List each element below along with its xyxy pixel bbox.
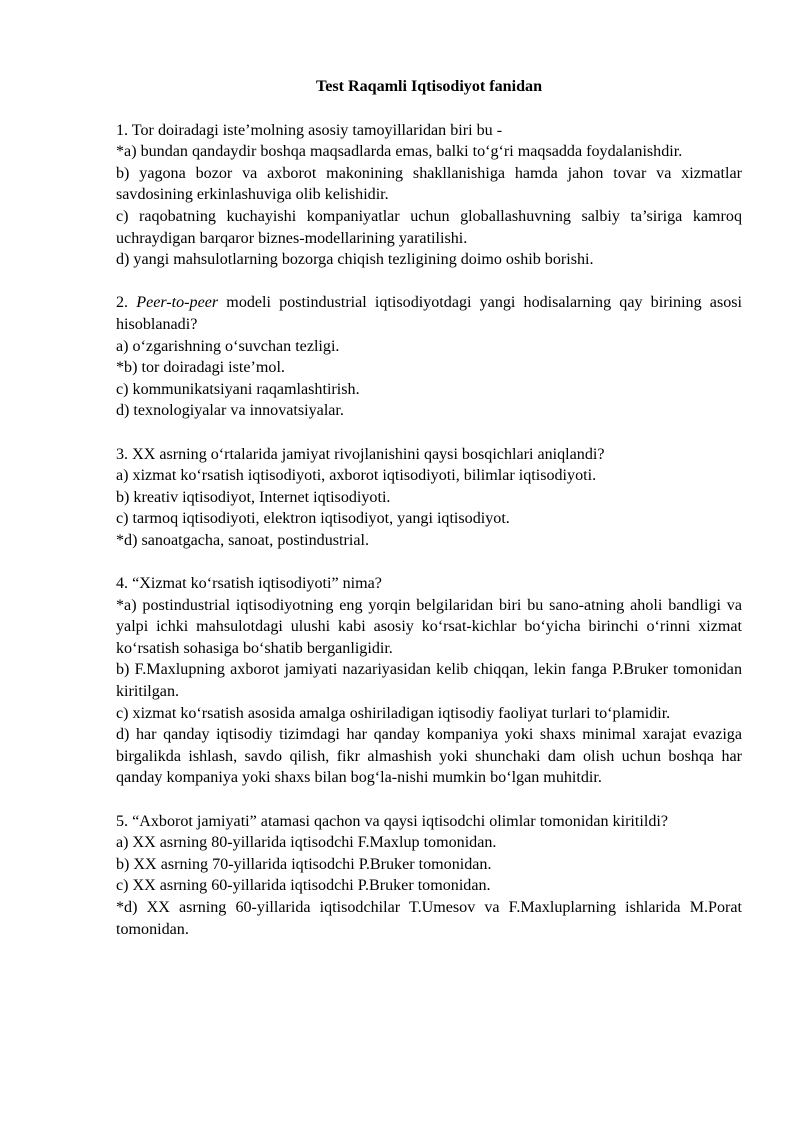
answer-option: *a) postindustrial iqtisodiyotning eng yorqin belgilaridan biri bu sano-atning aholi bandligi va yalpi ichki mahsulotdagi ulushi kabi asosiy ko‘rsat-kichlar bo‘yicha birinchi o‘rinni xizmat ko‘rsatish sohasiga bo‘shatib berganligidir. — [116, 596, 742, 657]
question-rest: modeli postindustrial iqtisodiyotdagi yangi hodisalarning qay birining asosi hisoblanadi? — [116, 294, 742, 333]
answer-option: b) kreativ iqtisodiyot, Internet iqtisodiyoti. — [116, 488, 391, 506]
answer-option: *b) tor doiradagi iste’mol. — [116, 359, 285, 377]
answer-option: b) F.Maxlupning axborot jamiyati nazariyasidan kelib chiqqan, lekin fanga P.Bruker tomonidan kiritilgan. — [116, 661, 742, 701]
answer-option: a) o‘zgarishning o‘suvchan tezligi. — [116, 337, 340, 355]
document-page — [116, 76, 742, 962]
question-5 — [116, 811, 742, 941]
question-1 — [116, 120, 742, 271]
question-text — [116, 292, 742, 335]
answer-option: a) XX asrning 80-yillarida iqtisodchi F.Maxlup tomonidan. — [116, 834, 497, 852]
document-title: Test Raqamli Iqtisodiyot fanidan — [315, 78, 543, 95]
answer-option: c) XX asrning 60-yillarida iqtisodchi P.Bruker tomonidan. — [116, 877, 491, 895]
question-text: 4. “Xizmat ko‘rsatish iqtisodiyoti” nima? — [116, 575, 382, 593]
answer-option: c) raqobatning kuchayishi kompaniyatlar uchun globallashuvning salbiy ta’siriga kamroq uchraydigan barqaror biznes-modellarining yaratilishi. — [116, 207, 742, 247]
answer-option: c) tarmoq iqtisodiyoti, elektron iqtisodiyot, yangi iqtisodiyot. — [116, 510, 510, 528]
question-2 — [116, 292, 742, 422]
question-3 — [116, 444, 742, 552]
question-4 — [116, 573, 742, 789]
question-italic-term: Peer-to-peer — [136, 294, 219, 312]
answer-option: d) texnologiyalar va innovatsiyalar. — [116, 402, 344, 420]
question-text: 3. XX asrning o‘rtalarida jamiyat rivojlanishini qaysi bosqichlari aniqlandi? — [116, 445, 605, 463]
answer-option: d) har qanday iqtisodiy tizimdagi har qanday kompaniya yoki shaxs minimal xarajat evaziga birgalikda ishlash, savdo qilish, fikr almashish yoki shunchaki dam olish uchun boshqa har qanday kompaniya yoki shaxs bilan bog‘la-nishi mumkin bo‘lgan muhitdir. — [116, 726, 742, 787]
answer-option: b) XX asrning 70-yillarida iqtisodchi P.Bruker tomonidan. — [116, 855, 492, 873]
question-text: 5. “Axborot jamiyati” atamasi qachon va qaysi iqtisodchi olimlar tomonidan kiritildi? — [116, 812, 668, 830]
answer-option: c) xizmat ko‘rsatish asosida amalga oshiriladigan iqtisodiy faoliyat turlari to‘plamidir. — [116, 704, 671, 722]
answer-option: *a) bundan qandaydir boshqa maqsadlarda emas, balki to‘g‘ri maqsadda foydalanishdir. — [116, 143, 683, 161]
answer-option: d) yangi mahsulotlarning bozorga chiqish tezligining doimo oshib borishi. — [116, 251, 594, 269]
question-number: 2. — [116, 294, 129, 312]
answer-option: b) yagona bozor va axborot makonining shakllanishiga hamda jahon tovar va xizmatlar savdosining erkinlashuviga olib kelishidir. — [116, 164, 742, 204]
answer-option: *d) XX asrning 60-yillarida iqtisodchilar T.Umesov va F.Maxluplarning ishlarida M.Porat tomonidan. — [116, 898, 742, 938]
answer-option: *d) sanoatgacha, sanoat, postindustrial. — [116, 531, 369, 549]
question-text: 1. Tor doiradagi iste’molning asosiy tamoyillaridan biri bu - — [116, 121, 503, 139]
answer-option: a) xizmat ko‘rsatish iqtisodiyoti, axborot iqtisodiyoti, bilimlar iqtisodiyoti. — [116, 467, 597, 485]
answer-option: c) kommunikatsiyani raqamlashtirish. — [116, 380, 360, 398]
